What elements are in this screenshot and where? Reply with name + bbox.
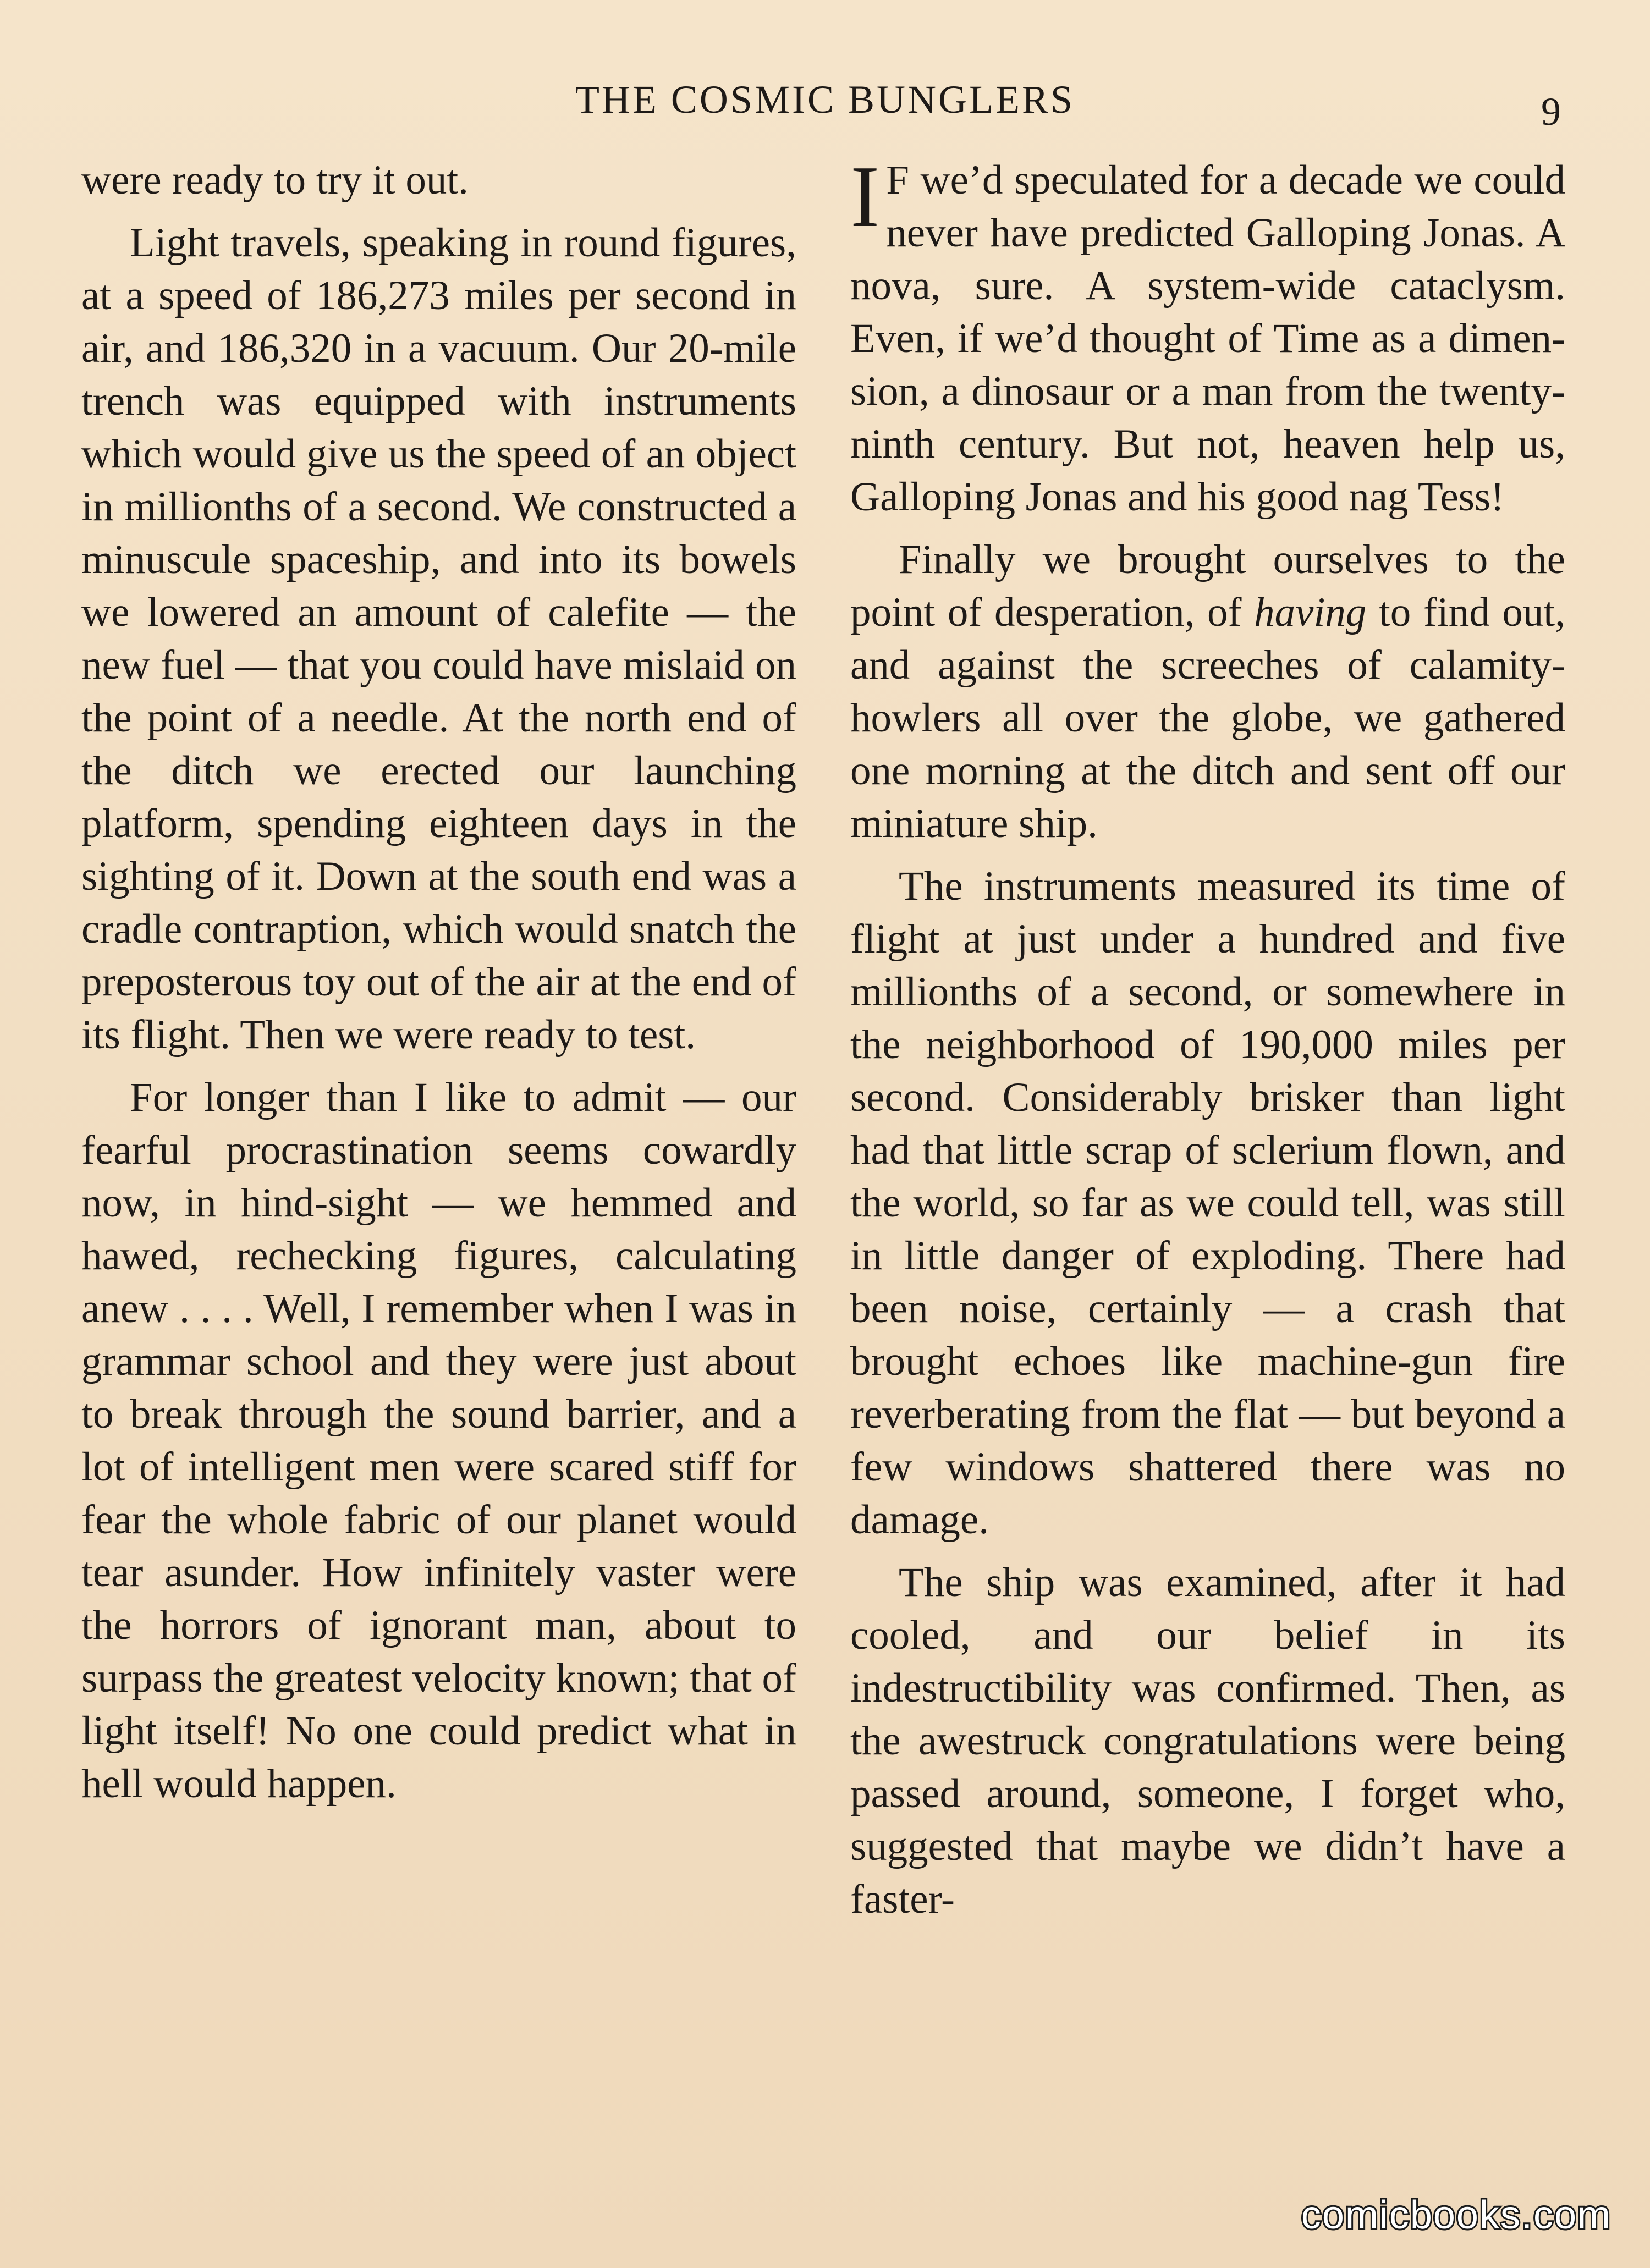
paragraph: were ready to try it out. bbox=[81, 157, 469, 203]
right-column bbox=[850, 147, 1565, 1936]
paragraph: For longer than I like to admit — our fearful procrastination seems cowardly now, in hind-sight — we hemmed and hawed, rechecking figures, calculating anew . . . . Well, I remember when I was in grammar school and they were just about to break through the sound barrier, and a lot of intelligent men were scared stiff for fear the whole fabric of our planet would tear asunder. How infinitely vaster were the horrors of ignorant man, about to surpass the greatest velocity known; that of light itself! No one could predict what in hell would happen. bbox=[81, 1075, 796, 1807]
paragraph-text: to find out, and against the screeches of calamity-howlers all over the globe, we gathered one morning at the ditch and sent off our miniature ship. bbox=[850, 590, 1565, 846]
drop-cap: I bbox=[850, 147, 880, 245]
paragraph bbox=[850, 147, 1565, 524]
paragraph: Light travels, speaking in round figures, at a speed of 186,273 miles per second in air, and 186,320 in a vacuum. Our 20-mile trench was equipped with instruments which would give us the speed of an object in millionths of a second. We constructed a minuscule spaceship, and into its bowels we lowered an amount of calefite — the new fuel — that you could have mislaid on the point of a needle. At the north end of the ditch we erected our launching platform, spending eighteen days in the sighting of it. Down at the south end was a cradle contraption, which would snatch the preposterous toy out of the air at the end of its flight. Then we were ready to test. bbox=[81, 220, 796, 1058]
paragraph-text: F we’d speculated for a decade we could never have predicted Galloping Jonas. A nova, sure. A system-wide cataclysm. Even, if we’d thought of Time as a dimension, a dinosaur or a man from the twenty-ninth century. But not, heaven help us, Galloping Jonas and his good nag Tess! bbox=[850, 157, 1565, 520]
italic-word: having bbox=[1254, 590, 1367, 635]
watermark: comicbooks.com bbox=[1301, 2193, 1612, 2237]
running-header: THE COSMIC BUNGLERS bbox=[575, 78, 1075, 122]
paragraph bbox=[850, 533, 1565, 850]
page-number: 9 bbox=[1541, 90, 1561, 134]
paragraph: The ship was examined, after it had cooled, and our belief in its indestructibility was confirmed. Then, as the awestruck congratulations were being passed around, someone, I forget who, suggested that maybe we didn’t have a faster- bbox=[850, 1560, 1565, 1922]
paragraph: The instruments measured its time of flight at just under a hundred and five millionths of a second, or somewhere in the neighborhood of 190,000 miles per second. Considerably brisker than light had that little scrap of sclerium flown, and the world, so far as we could tell, was still in little danger of exploding. There had been noise, certainly — a crash that brought echoes like machine-gun fire reverberating from the flat — but beyond a few windows shattered there was no damage. bbox=[850, 863, 1565, 1543]
left-column bbox=[81, 154, 796, 1820]
paragraph-text: Finally we brought ourselves to the point of desperation, of bbox=[850, 537, 1565, 635]
